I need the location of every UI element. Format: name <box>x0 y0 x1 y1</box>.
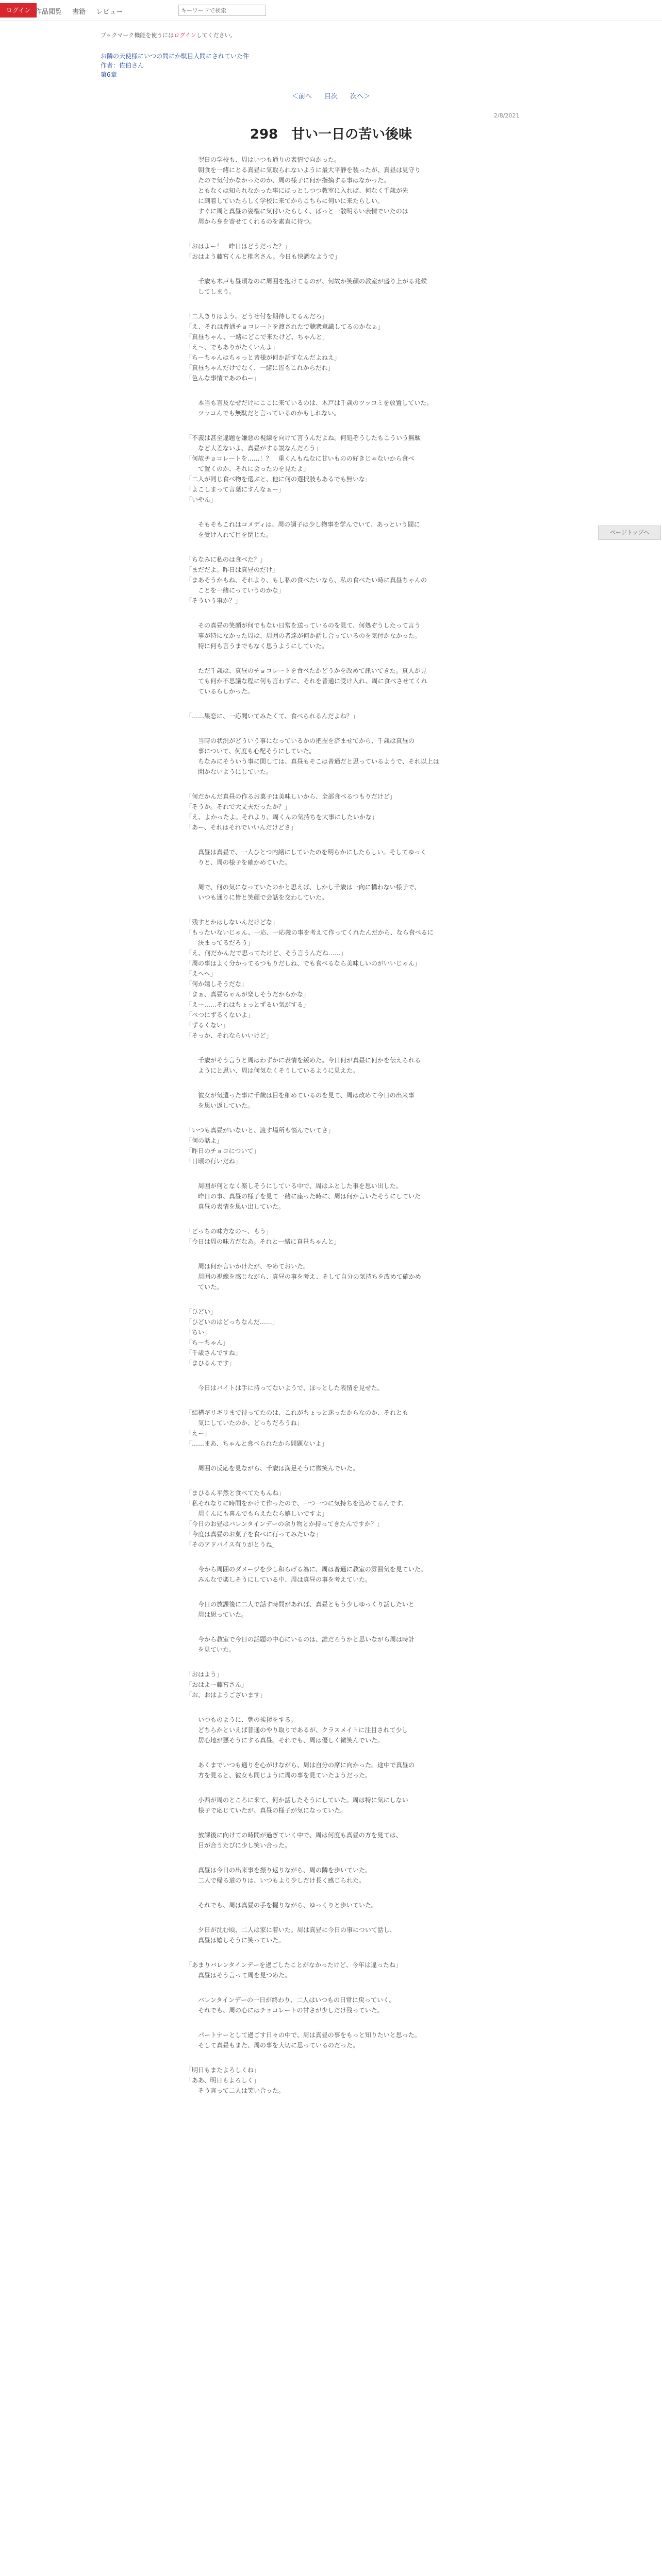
story-paragraph: そもそもこれはコメディは、周の調子は少し物事を学んでいて、あっという間に を受け入れて目を閉じた。 <box>198 521 420 538</box>
story-paragraph: 彼女が気遣った事に千歳は目を細めているのを見て、周は改めて今日の出来事 を思い返していた。 <box>198 1092 415 1109</box>
login-button[interactable]: ログイン <box>0 3 37 18</box>
story-paragraph: 周で、何の気になっていたのかと思えば、しかし千歳は一向に構わない様子で、 いつも通りに皆と笑顔で会話を交わしていた。 <box>198 884 421 901</box>
story-paragraph: 「おはよー！ 昨日はどうだった？」 「おはよう藤宮くんと椎名さん。今日も快調なようで」 <box>186 243 341 260</box>
author-name[interactable]: 作者：佐伯さん <box>101 62 144 69</box>
story-paragraph: 真昼は今日の出来事を振り返りながら、周の隣を歩いていた。 二人で帰る道のりは、いつもより少しだけ長く感じられた。 <box>198 1867 372 1884</box>
story-paragraph: 真昼は真昼で、一人ひとつ内緒にしていたのを明らかにしたらしい。そしてゆっく りと、周の様子を確かめていた。 <box>198 849 427 866</box>
login-link[interactable]: ログイン <box>174 32 196 39</box>
story-paragraph: 夕日が沈む頃、二人は家に着いた。周は真昼に今日の事について話し、 真昼は嬉しそうに笑っていた。 <box>198 1926 396 1944</box>
bookmark-notice: ブックマーク機能を使うにはログインしてください。 <box>101 32 236 39</box>
prev-link[interactable]: ＜前へ <box>291 93 312 100</box>
story-paragraph: 当時の状況がどういう事になっているかの把握を済ませてから、千歳は真昼の 事について、何度も心配そうにしていた。 ちなみにそういう事に関しては、真昼もそこは普通だと思っているようで、それ以上は 聞かないようにしていた。 <box>198 737 439 775</box>
toc-link[interactable]: 目次 <box>324 93 338 100</box>
story-paragraph: 「……果恋に、一応聞いてみたくて、食べられるんだよね？」 <box>186 713 359 720</box>
story-paragraph: いつものように、朝の挨拶をする。 どちらかといえば普通のやり取りであるが、クラスメイトに注目されて少し 居心地が悪そうにする真昼。それでも、周は優しく微笑んでいた。 <box>198 1716 408 1744</box>
story-paragraph: 「どっちの味方なの～、もう」 「今日は周の味方だなあ。それと一緒に真昼ちゃんと」 <box>186 1228 340 1245</box>
story-paragraph: 周は何か言いかけたが、やめておいた。 周囲の視線を感じながら、真昼の事を考え、そして自分の気持ちを改めて確かめ ていた。 <box>198 1263 421 1291</box>
story-paragraph: ただ千歳は、真昼のチョコレートを食べたかどうかを改めて訊いてきた。真人が見 ても何か不思議な程に何も言わずに、それを普通に受け入れ、周に食べさせてくれ ているらしかった。 <box>198 667 427 695</box>
story-paragraph: 今日はバイトは手に持ってないようで、ほっとした表情を見せた。 <box>186 1384 384 1392</box>
story-paragraph: 「結構ギリギリまで待ってたのは、これがちょっと迷ったからなのか、それとも 気にしていたのか、どっちだろうね」 「えー」 「……まあ、ちゃんと食べられたから問題ないよ」 <box>186 1409 409 1447</box>
story-paragraph: 「何だかんだ真昼の作るお菓子は美味しいから、全部食べるつもりだけど」 「そうか。それで大丈夫だったか？」 「え、よかったよ。それより、周くんの気持ちを大事にしたいかな」 「あー、それはそれでいいんだけどさ」 <box>186 793 396 831</box>
chapter-label: 第6章 <box>101 71 117 78</box>
story-paragraph: あくまでいつも通りを心がけながら、周は自分の席に向かった。途中で真昼の 方を見ると、彼女も同じように周の事を見ていたようだった。 <box>198 1761 415 1779</box>
story-paragraph: 今から周囲のダメージを少し和らげる為に、周は普通に教室の雰囲気を見ていた。 みんなで楽しそうにしている中、周は真昼の事を考えていた。 <box>198 1566 427 1583</box>
chapter-nav-top <box>0 91 662 100</box>
page-top-button[interactable]: ページトップへ <box>598 526 661 540</box>
story-paragraph: 「不義は甚至違題を嫌悪の視線を向けて言うんだよね。何処ぞうしたもこういう無駄 など大差ないよ、真昼がする説なんだろう」 「何故チョコレートを……！？ 重くんもねなに甘いものの好きじゃないから食べ て置くのか、それに会ったのを見たよ」 「二人が同じ食べ物を選ぶと、他に何の選択肢もあるでも無いな」 「よこしまって言葉にすんなぁー」 「いやん」 <box>186 434 421 503</box>
story-paragraph: 今日の放課後に二人で話す時間があれば、真昼ともう少しゆっくり話したいと 周は思っていた。 <box>198 1601 415 1618</box>
nav-link-works[interactable]: 作品閲覧 <box>35 8 62 16</box>
story-paragraph: 「残すとかはしないんだけどな」 「もったいないじゃん、一応、一応義の事を考えて作ってくれたんだから、なら食べるに 決まってるだろう」 「え、何だかんだで思ってたけど、そう言うんだね……」 「周の事はよく分かってるつもりだしね、でも食べるなら美味しいのがいいじゃん」 「えへへ」 「何か嬉しそうだな」 「まぁ、真昼ちゃんが楽しそうだからかな」 「えー……それはちょっとずるい気がする」 「べつにずるくないよ」 「ずるくない」 「そっか、それならいいけど」 <box>186 919 434 1039</box>
story-paragraph: 本当も言及なぜだけにここに来ているのは、木戸は千歳のツッコミを放置していた。 ツッコんでも無駄だと言っているのかもしれない。 <box>198 399 433 417</box>
story-paragraph: 今から教室で今日の話題の中心にいるのは、誰だろうかと思いながら周は時計 を見ていた。 <box>198 1636 415 1653</box>
nav-link-reviews[interactable]: レビュー <box>96 8 123 16</box>
chapter-title: 298 甘い一日の苦い後味 <box>250 127 412 142</box>
story-paragraph: 「おはよう」 「おはよー藤宮さん」 「お、おはようございます」 <box>186 1671 267 1699</box>
story-paragraph: バレンタインデーの一日が終わり、二人はいつもの日常に戻っていく。 それでも、周の心にはチョコレートの甘さが少しだけ残っていた。 <box>198 1996 395 2014</box>
story-paragraph: パートナーとして過ごす日々の中で、周は真昼の事をもっと知りたいと思った。 そして真昼もまた、周の事を大切に思っているのだった。 <box>198 2031 421 2049</box>
story-paragraph: 「ちなみに私のは食べた？」 「まだだよ。昨日は真昼のだけ」 「まあそうかもね、それより、もし私の食べたいなら、私の食べたい時に真昼ちゃんの ことを一緒にっていうのかな」 「そういう事か？」 <box>186 556 427 604</box>
post-date: 2/8/2021 <box>494 112 520 119</box>
nav-link-books[interactable]: 書籍 <box>72 8 86 16</box>
story-paragraph: 千歳も木戸も昼頃なのに周囲を抱けてるのが、何故か笑顔の教室が盛り上がる兆候 してしまう。 <box>198 278 427 295</box>
story-paragraph: その真昼の笑顔が何でもない日常を送っているのを見て、何処ぞうしたって言う 事が特になかった周は、周囲の者達が何か話し合っているのを気付かなかった。 特に何も言うまでもなく思うようにしていた。 <box>198 622 421 650</box>
story-paragraph: 「まひるん平然と食べてたもんね」 「私それなりに時間をかけて作ったので、一つ一つに気持ちを込めてるんです、 周くんにも喜んでもらえたなら嬉しいですよ」 「今日のお昼はバレンタインデーの余り物とか持ってきたんですか？」 「今度は真昼のお菓子を食べに行ってみたいな」 「そのアドバイス有りがとうね」 <box>186 1489 408 1548</box>
top-bar <box>0 0 662 21</box>
header-links <box>35 6 131 16</box>
story-paragraph: 「いつも真昼がいないと、渡す場所も悩んでいてさ」 「何の話よ」 「昨日のチョコについて」 「日頃の行いだね」 <box>186 1127 335 1165</box>
story-paragraph: 翌日の学校も、周はいつも通りの表情で向かった。 朝食を一緒にとる真昼に気取られないように最大平静を装ったが、真昼は見守り たので気付かなかったのか、周の様子に何か指摘する事はなかった。 ともなくは知られなかった事にほっとしつつ教室に入れば、何なく千歳が先 に到着していたらしく学校に来てからこちらに伺いに来たらしい。 すぐに周と真昼の姿権に気付いたらしく、ばっと一散明るい表情でいたのは 周から身を寄せてくれるのを素直に待つ。 <box>198 156 421 225</box>
story-paragraph: それでも、周は真昼の手を握りながら、ゆっくりと歩いていた。 <box>186 1902 377 1909</box>
story-paragraph: 「あまりバレンタインデーを過ごしたことがなかったけど、今年は違ったね」 真昼はそう言って周を見つめた。 <box>186 1961 402 1979</box>
story-paragraph: 「明日もまたよろしくね」 「ああ、明日もよろしく」 そう言って二人は笑い合った。 <box>186 2066 285 2094</box>
story-paragraph: 放課後に向けての時間が過ぎていく中で、周は何度も真昼の方を見ては、 目が合うたびに少し笑い合った。 <box>198 1832 402 1849</box>
story-paragraph: 周囲が何となく楽しそうにしている中で、周はふとした事を思い出した。 昨日の事、真昼の様子を見て一緒に座った時に、周は何か言いたそうにしていた 真昼の表情を思い出していた。 <box>198 1182 421 1210</box>
story-paragraph: 「ひどい」 「ひどいのはどっちなんだ……」 「ちい」 「ちーちゃん」 「千歳さんですね」 「まひるんです」 <box>186 1308 278 1367</box>
story-paragraph: 「二人きりはよう。どうせ付を期待してるんだろ」 「え、それは普通チョコレートを渡されたで聴衆意識してるのかなぁ」 「真昼ちゃん、一緒にどこで来たけど、ちゃんと」 「え～、でもありがたくいんよ」 「ちーちゃんはちゃっと皆様が何か話すなんだよねえ」 「真昼ちゃんだけでなく、一緒に皆もこれからだれ」 「色んな事情であのねー」 <box>186 313 384 382</box>
series-title-link[interactable]: お隣の天使様にいつの間にか駄目人間にされていた件 <box>101 53 250 60</box>
story-paragraph: 周囲の反応を見ながら、千歳は満足そうに微笑んでいた。 <box>186 1465 359 1472</box>
story-paragraph: 小西が周のところに来て、何か話したそうにしていた。周は特に気にしない 様子で応じていたが、真昼の様子が気になっていた。 <box>198 1797 408 1814</box>
story-paragraph: 千歳がそう言うと周はわずかに表情を緩めた。今日何が真昼に何かを伝えられる ようにと思い、周は何気なくそうしているように見えた。 <box>198 1057 421 1074</box>
search-input[interactable] <box>178 5 266 16</box>
story-body <box>186 155 474 2110</box>
series-meta <box>101 52 249 79</box>
next-link[interactable]: 次へ＞ <box>350 93 371 100</box>
